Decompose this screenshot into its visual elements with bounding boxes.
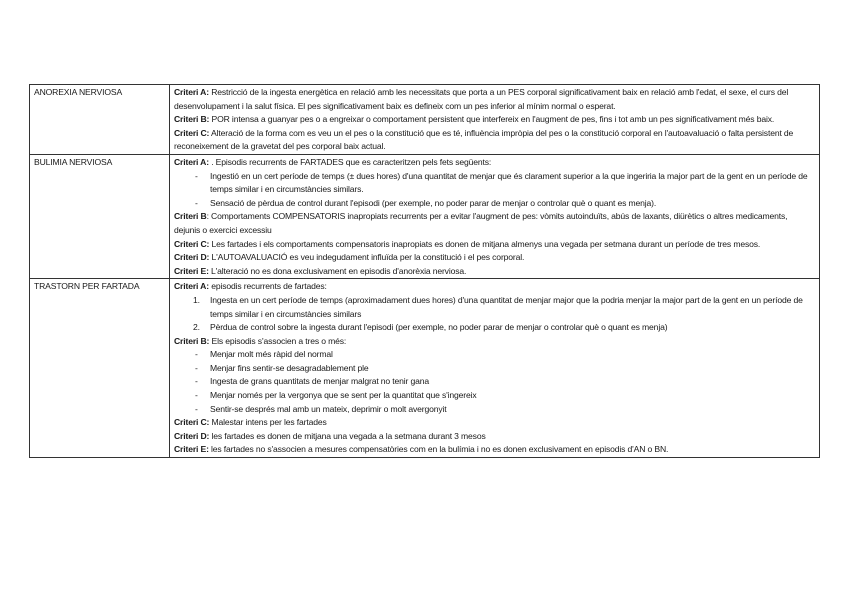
list-item-text: Menjar fins sentir-se desagradablement ple — [210, 362, 369, 373]
criteria-table — [29, 84, 820, 458]
list-item-text: Pèrdua de control sobre la ingesta durant l'episodi (per exemple, no poder parar de menjar o controlar què o quant es menja) — [210, 322, 668, 333]
dash-marker: - — [195, 349, 198, 360]
criterion-text: L'alteració no es dona exclusivament en episodis d'anorèxia nerviosa. — [208, 265, 467, 276]
number-marker: 1. — [193, 294, 200, 305]
dash-marker: - — [195, 170, 198, 181]
criterion-text: . Episodis recurrents de FARTADES que es caracteritzen pels fets següents: — [208, 156, 492, 167]
criterion-label: Criteri C: — [174, 417, 210, 428]
criterion-label: Criteri E: — [174, 265, 209, 276]
list-item — [174, 362, 815, 376]
criterion-label: Criteri B — [174, 211, 207, 222]
list-item-text: Sentir-se després mal amb un mateix, deprimir o molt avergonyit — [210, 403, 447, 414]
number-marker: 2. — [193, 322, 200, 333]
criterion-text: Alteració de la forma com es veu un el pes o la constitució que es té, influència impròpia del pes o la constitució corporal en l'autoavaluació o falta persistent de reconeixement de la gravetat del pes corporal baix actual. — [174, 127, 794, 152]
criterion-label: Criteri B: — [174, 114, 210, 125]
criteria-cell — [170, 85, 820, 155]
list-item — [174, 197, 815, 211]
criterion-text: Malestar intens per les fartades — [209, 417, 327, 428]
dash-marker: - — [195, 362, 198, 373]
criterion-text: episodis recurrents de fartades: — [208, 281, 327, 292]
criterion-a — [174, 86, 815, 113]
list-item-text: Menjar molt més ràpid del normal — [210, 349, 333, 360]
table-row-anorexia — [30, 85, 820, 155]
list-item — [174, 348, 815, 362]
criterion-d — [174, 251, 815, 265]
criterion-b — [174, 210, 815, 237]
criterion-c — [174, 127, 815, 154]
list-item-text: Ingesta en un cert període de temps (aproximadament dues hores) d'una quantitat de menjar major que la podria menjar la major part de la gent en un període de temps similar i en circumstàncies similars — [210, 294, 803, 319]
criterion-label: Criteri E: — [174, 444, 209, 455]
criteria-cell — [170, 279, 820, 458]
criterion-text: Els episodis s'associen a tres o més: — [209, 335, 347, 346]
criterion-label: Criteri C: — [174, 238, 210, 249]
criterion-label: Criteri D: — [174, 252, 210, 263]
list-item — [174, 403, 815, 417]
criterion-label: Criteri D: — [174, 430, 210, 441]
table-row-binge-eating — [30, 279, 820, 458]
criterion-c — [174, 416, 815, 430]
list-item-text: Ingesta de grans quantitats de menjar malgrat no tenir gana — [210, 376, 430, 387]
dash-marker: - — [195, 197, 198, 208]
criterion-label: Criteri A: — [174, 87, 209, 97]
condition-name: TRASTORN PER FARTADA — [30, 279, 170, 458]
condition-name: ANOREXIA NERVIOSA — [30, 85, 170, 155]
criterion-text: L'AUTOAVALUACIÓ es veu indegudament influïda per la constitució i el pes corporal. — [209, 252, 525, 263]
criterion-d — [174, 430, 815, 444]
dash-marker: - — [195, 376, 198, 387]
criterion-text: POR intensa a guanyar pes o a engreixar o comportament persistent que interfereix en l'augment de pes, fins i tot amb un pes significativament més baix. — [209, 114, 775, 125]
dash-list — [174, 170, 815, 211]
dash-marker: - — [195, 390, 198, 401]
dash-list — [174, 348, 815, 416]
list-item — [174, 375, 815, 389]
dash-marker: - — [195, 403, 198, 414]
criterion-label: Criteri A: — [174, 281, 209, 292]
criterion-label: Criteri A: — [174, 156, 209, 167]
list-item-text: Sensació de pèrdua de control durant l'episodi (per exemple, no poder parar de menjar o controlar què o quant es menja). — [210, 197, 657, 208]
list-item — [174, 294, 815, 321]
table-row-bulimia — [30, 154, 820, 278]
criterion-b — [174, 113, 815, 127]
criterion-text: les fartades no s'associen a mesures compensatòries com en la bulímia i no es donen exclusivament en episodis d'AN o BN. — [208, 444, 669, 455]
criterion-e — [174, 443, 815, 457]
criterion-label: Criteri C: — [174, 127, 210, 138]
list-item — [174, 321, 815, 335]
criterion-text: Restricció de la ingesta energètica en relació amb les necessitats que porta a un PES corporal significativament baix en relació amb l'edat, el sexe, el curs del desenvolupament i la salut física. El pes significativament baix es defineix com un pes inferior al mínim normal o esperat. — [174, 87, 789, 111]
criterion-label: Criteri B: — [174, 335, 210, 346]
criteria-cell — [170, 154, 820, 278]
criterion-c — [174, 238, 815, 252]
list-item — [174, 170, 815, 197]
criterion-a — [174, 156, 815, 170]
list-item-text: Ingestió en un cert període de temps (± dues hores) d'una quantitat de menjar que és clarament superior a la que ingeriria la major part de la gent en un període de temps similar i en circumstàncies similars. — [210, 170, 808, 195]
list-item — [174, 389, 815, 403]
list-item-text: Menjar només per la vergonya que se sent per la quantitat que s'ingereix — [210, 390, 477, 401]
criterion-text: les fartades es donen de mitjana una vegada a la setmana durant 3 mesos — [209, 430, 486, 441]
criterion-text: Les fartades i els comportaments compensatoris inapropiats es donen de mitjana almenys una vegada per setmana durant un període de tres mesos. — [209, 238, 761, 249]
criterion-e — [174, 265, 815, 279]
criterion-a — [174, 280, 815, 294]
criterion-b — [174, 335, 815, 349]
criterion-text: : Comportaments COMPENSATORIS inapropiats recurrents per a evitar l'augment de pes: vòmits autoinduïts, abús de laxants, diürètics o altres medicaments, dejunis o exercici excessiu — [174, 211, 788, 235]
condition-name: BULIMIA NERVIOSA — [30, 154, 170, 278]
numbered-list — [174, 294, 815, 335]
